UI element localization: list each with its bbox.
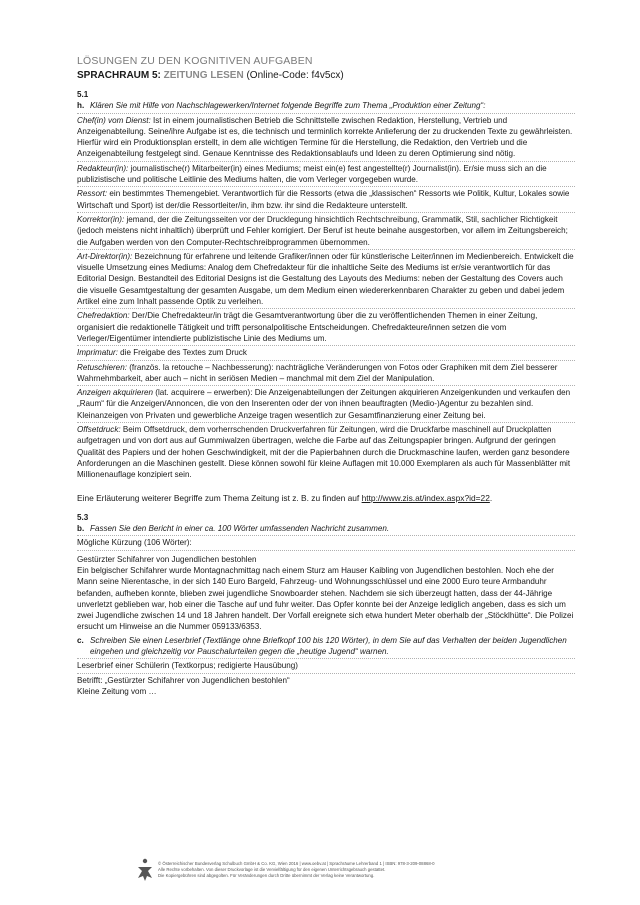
definition-term: Korrektor(in): <box>77 214 125 224</box>
footer-line: © Österreichischer Bundesverlag Schulbuch GmbH & Co. KG, Wien 2016 | www.oebv.at | Sprachräume Lehrerband 1 | ISBN: 978-3-209-08868-0 <box>158 861 435 866</box>
definition-term: Art-Direktor(in): <box>77 251 133 261</box>
definition-term: Chefredaktion: <box>77 311 130 321</box>
section-number: 5.3 <box>77 512 89 522</box>
definition-text: jemand, der die Zeitungsseiten vor der Drucklegung hinsichtlich Rechtschreibung, Grammatik, Stil, sachlicher Richtigkeit (jedoch meistens nicht inhaltlich) überprüft und Fehler korrigiert. Der Beruf ist heute beinahe ausgestorben, vor allem im Zeitungsbereich; die Aufgaben werden von den Computer-Rechtschreibprogrammen übernommen. <box>77 214 568 247</box>
definition-text: journalistische(r) Mitarbeiter(in) eines Mediums; meist ein(e) fest angestellte(r) Journalist(in). Er/sie muss sich an die publizistische und politische Leitlinie des Mediums halten, die vom Verleger vorgegeben wurde. <box>77 163 547 185</box>
task-text: Klären Sie mit Hilfe von Nachschlagewerken/Internet folgende Begriffe zum Thema „Produktion einer Zeitung“: <box>90 101 486 111</box>
definition-paragraph <box>77 163 575 186</box>
definition-paragraph <box>77 310 575 344</box>
subtitle-prefix: SPRACHRAUM 5: <box>77 70 164 81</box>
task-c <box>77 635 575 658</box>
letter-block <box>77 673 575 698</box>
leserbrief-line <box>77 658 575 671</box>
closing-end: . <box>489 492 493 503</box>
definition-text: Ist in einem journalistischen Betrieb die Schnittstelle zwischen Redaktion, Herstellung, Vertrieb und Anzeigenabteilung. Seine/ihre Aufgabe ist es, die technisch und terminlich korrekte Anlieferung der zu druckenden Texte zu gewährleisten. Hierfür wird ein Produktionsplan erstellt, in dem alle wichtigen Termine für die Herstellung, die Redaktion, den Vertrieb und die Anzeigenabteilung festgelegt sind. Genaue Kenntnisse des Redaktionsablaufs und Ideen zu deren Optimierung sind nötig. <box>77 115 573 159</box>
definition-entry <box>77 345 575 358</box>
task-text: Fassen Sie den Bericht in einer ca. 100 Wörter umfassenden Nachricht zusammen. <box>90 524 390 534</box>
definition-term: Offsetdruck: <box>77 425 121 435</box>
letter-newspaper: Kleine Zeitung vom … <box>77 686 157 696</box>
definition-text: Beim Offsetdruck, dem vorherrschenden Druckverfahren für Zeitungen, wird die Druckfarbe maschinell auf Druckplatten aufgetragen und von dort aus auf Gummiwalzen übertragen, welche die Farbe auf das Zeitungspapier bringen. Aufgrund der geringen Qualität des Papiers und der hohen Geschwindigkeit, mit der die Papierbahnen durch die Druckmaschine laufen, werden ganz besondere Anforderungen an die Maschinen gestellt. Diese können sowohl für kleine Auflagen mit 10.000 Exemplaren als auch für Massenblätter mit Millionenauflage konzipiert sein. <box>77 425 571 480</box>
definition-text: die Freigabe des Textes zum Druck <box>117 348 247 358</box>
definition-entry <box>77 360 575 385</box>
task-h <box>77 100 575 111</box>
content <box>77 89 575 697</box>
definition-term: Ressort: <box>77 189 108 199</box>
footer-line: Die Kopiergebühren sind abgegolten. Für Veränderungen durch Dritte übernimmt der Verlag keine Verantwortung. <box>158 873 375 878</box>
definition-entry <box>77 422 575 480</box>
definition-text: ein bestimmtes Themengebiet. Verantwortlich für die Ressorts (etwa die „klassischen“ Ressorts wie Politik, Kultur, Lokales sowie Wirtschaft und Sport) ist der/die Ressortleiter/in, ihm bzw. ihr sind die Redakteure unterstellt. <box>77 189 570 210</box>
closing-paragraph <box>77 493 575 504</box>
definition-paragraph <box>77 188 575 211</box>
footer <box>158 861 588 879</box>
definition-paragraph <box>77 387 575 421</box>
definition-entry <box>77 161 575 186</box>
subtitle-topic: ZEITUNG LESEN <box>163 70 244 81</box>
task-label: h. <box>77 101 85 111</box>
definition-text: Der/Die Chefredakteur/in trägt die Gesamtverantwortung über die zu veröffentlichenden Themen in einer Zeitung, organisiert die redaktionelle Tätigkeit und trifft personalpolitische Entscheidungen. Chefredakteure/innen setzen die vom Verleger/Eigentümer intendierte publizistische Linie des Mediums um. <box>77 311 538 343</box>
closing-text: Eine Erläuterung weiterer Begriffe zum Thema Zeitung ist z. B. zu finden auf <box>77 492 362 503</box>
definition-term: Imprimatur: <box>77 348 118 358</box>
definition-entry <box>77 186 575 211</box>
kuerzung-line <box>77 535 575 548</box>
page-subtitle <box>77 70 344 81</box>
definition-text: (lat. acquirere – erwerben): Die Anzeigenabteilungen der Zeitungen akquirieren Anzeigenkunden und verkaufen den „Raum“ für die Anzeigen/Annoncen, die von den Inserenten oder der von ihnen beauftragten (Medio-)Agentur zu bezahlen sind. Kleinanzeigen von Privaten und gewerbliche Anzeige tragen wesentlich zur Gesamtfinanzierung einer Zeitung bei. <box>77 388 571 420</box>
definition-list <box>77 113 575 481</box>
section-number: 5.1 <box>77 90 89 99</box>
definition-term: Redakteur(in): <box>77 163 129 173</box>
publisher-logo <box>136 858 154 882</box>
reference-link[interactable]: http://www.zis.at/index.aspx?id=22 <box>361 492 490 503</box>
news-headline: Gestürzter Schifahrer von Jugendlichen bestohlen <box>77 554 257 564</box>
footer-line: Alle Rechte vorbehalten. Von dieser Druckvorlage ist die Vervielfältigung für den eigenen Unterrichtsgebrauch gestattet. <box>158 867 386 872</box>
news-block <box>77 550 575 633</box>
definition-entry <box>77 308 575 344</box>
definition-paragraph <box>77 115 575 160</box>
subtitle-code: (Online-Code: f4v5cx) <box>243 70 344 81</box>
definition-entry <box>77 212 575 248</box>
definition-text: Bezeichnung für erfahrene und leitende Grafiker/innen oder für künstlerische Leiter/innen im Medienbereich. Entwickelt die visuelle Umsetzung eines Mediums: Analog dem Chefredakteur für die inhaltliche Seite des Mediums ist er/sie verantwortlich für das Editorial Design. Bestandteil des Editorial Designs ist die Gestaltung des Layouts des Mediums: neben der Gestaltung des Covers auch die visuelle Gesamtgestaltung der gesamten Ausgabe, um dem Medium einen wiedererkennbaren Charakter zu geben und dabei jedem Artikel eine zum Inhalt passende Optik zu verleihen. <box>77 251 574 307</box>
definition-paragraph <box>77 251 575 307</box>
task-label: b. <box>77 524 85 534</box>
task-b <box>77 523 575 534</box>
kuerzung-text: Mögliche Kürzung (106 Wörter): <box>77 538 192 548</box>
definition-entry <box>77 385 575 421</box>
definition-term: Anzeigen akquirieren <box>77 388 154 398</box>
definition-paragraph <box>77 362 575 385</box>
task-label: c. <box>77 635 84 645</box>
page-title: LÖSUNGEN ZU DEN KOGNITIVEN AUFGABEN <box>77 55 313 67</box>
task-text: Schreiben Sie einen Leserbrief (Textlänge ohne Briefkopf 100 bis 120 Wörter), in dem Sie auf das Verhalten der beiden Jugendlichen eingehen und gleichzeitig vor Pauschalurteilen gegen die „heutige Jugend“ warnen. <box>90 635 567 657</box>
definition-entry <box>77 113 575 160</box>
letter-subject: Betrifft: „Gestürzter Schifahrer von Jugendlichen bestohlen“ <box>77 675 290 685</box>
leserbrief-text: Leserbrief einer Schülerin (Textkorpus; redigierte Hausübung) <box>77 661 298 671</box>
definition-term: Chef(in) vom Dienst: <box>77 115 151 125</box>
definition-paragraph <box>77 214 575 248</box>
definition-paragraph <box>77 424 575 480</box>
definition-term: Retuschieren: <box>77 362 127 372</box>
definition-paragraph <box>77 347 575 358</box>
definition-entry <box>77 249 575 307</box>
news-body: Ein belgischer Schifahrer wurde Montagnachmittag nach einem Sturz am Hauser Kaibling von Jugendlichen bestohlen. Noch ehe der Mann seine Nierentasche, in der sich 140 Euro Bargeld, Fahrzeug- und Wohnungsschlüssel und eine 2000 Euro teure Armbanduhr befanden, aufheben konnte, blieben zwei jugendliche Snowboarder stehen. Nachdem sie sich überzeugt hatten, dass der 44-Jährige unverletzt geblieben war, hob einer die Tasche auf und fuhr weiter. Das Opfer konnte bei der Anzeige lediglich angeben, dass es sich um zwei Jugendliche zwischen 14 und 18 Jahren handelt. Der Vorfall ereignete sich etwa hundert Meter oberhalb der „Stöcklhütte“. Die Polizei ersucht um Hinweise an die Nummer 059133/6353. <box>77 565 574 632</box>
definition-text: (französ. la retouche – Nachbesserung): nachträgliche Veränderungen von Fotos oder Graphiken mit dem Ziel besserer Wahrnehmbarkeit, aber auch – nicht in seriösen Medien – manchmal mit dem Ziel der Manipulation. <box>77 362 558 383</box>
